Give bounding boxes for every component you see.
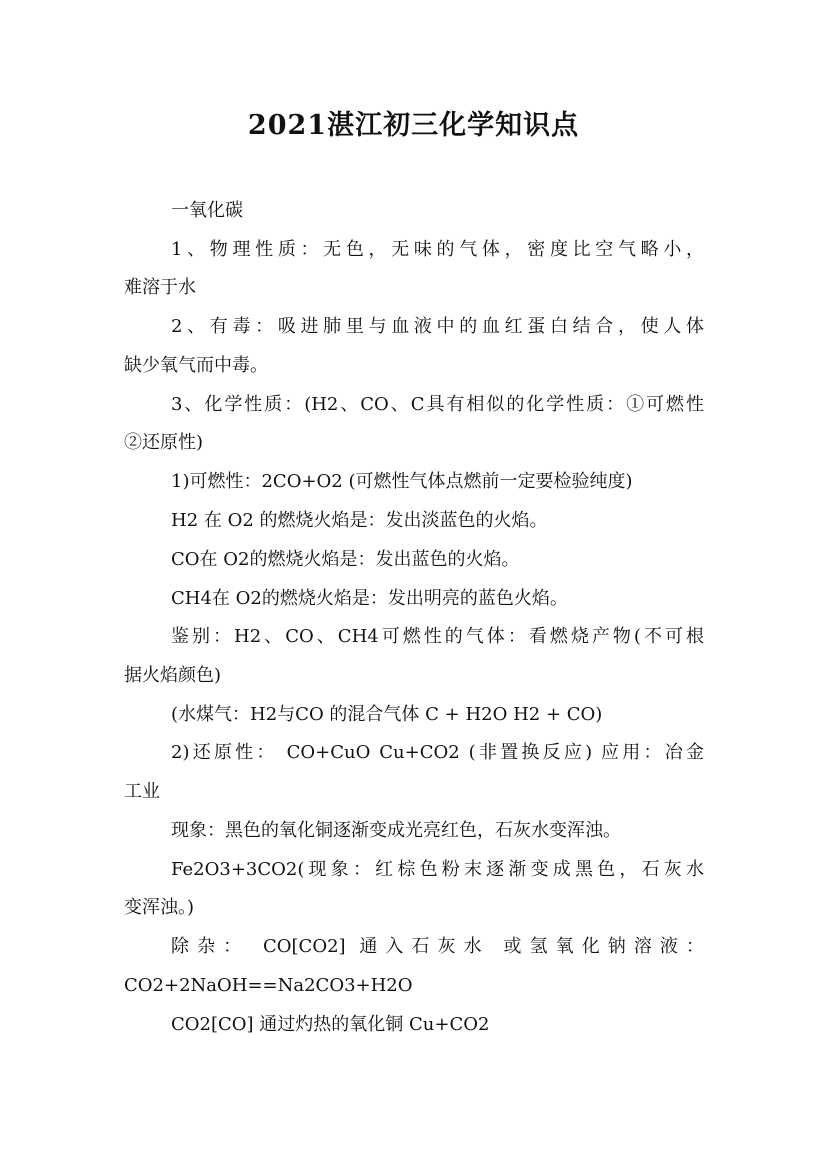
paragraph-line: 难溶于水	[124, 277, 196, 298]
paragraph-line: 据火焰颜色)	[124, 665, 222, 686]
paragraph-line: CO2+2NaOH==Na2CO3+H2O	[124, 975, 413, 996]
paragraph-line: 工业	[124, 781, 160, 802]
paragraph-line: 2)还原性： CO+CuO Cu+CO2 (非置换反应) 应用：冶金	[171, 742, 704, 763]
paragraph-line: CH4在 O2的燃烧火焰是：发出明亮的蓝色火焰。	[171, 588, 568, 609]
paragraph-line: ②还原性)	[124, 432, 204, 453]
paragraph-line: 除杂： CO[CO2] 通入石灰水 或氢氧化钠溶液：	[171, 936, 704, 957]
paragraph-line: 现象：黑色的氧化铜逐渐变成光亮红色，石灰水变浑浊。	[171, 820, 621, 841]
paragraph-line: CO在 O2的燃烧火焰是：发出蓝色的火焰。	[171, 549, 520, 570]
paragraph-line: 变浑浊。)	[124, 897, 195, 918]
page-title: 2021湛江初三化学知识点	[247, 110, 580, 141]
paragraph-line: 鉴别：H2、CO、CH4可燃性的气体：看燃烧产物(不可根	[171, 626, 704, 647]
paragraph-line: CO2[CO] 通过灼热的氧化铜 Cu+CO2	[171, 1014, 490, 1035]
section-heading: 一氧化碳	[171, 200, 243, 221]
paragraph-line: 2、有毒：吸进肺里与血液中的血红蛋白结合，使人体	[171, 316, 704, 337]
paragraph-line: H2 在 O2 的燃烧火焰是：发出淡蓝色的火焰。	[171, 510, 548, 531]
paragraph-line: Fe2O3+3CO2(现象：红棕色粉末逐渐变成黑色，石灰水	[171, 859, 704, 880]
paragraph-line: 缺少氧气而中毒。	[124, 355, 268, 376]
paragraph-line: (水煤气：H2与CO 的混合气体 C + H2O H2 + CO)	[171, 704, 603, 725]
paragraph-line: 1)可燃性：2CO+O2 (可燃性气体点燃前一定要检验纯度)	[171, 471, 633, 492]
paragraph-line: 1、物理性质：无色，无味的气体，密度比空气略小，	[171, 239, 704, 260]
paragraph-line: 3、化学性质：(H2、CO、C具有相似的化学性质：①可燃性	[171, 394, 704, 415]
